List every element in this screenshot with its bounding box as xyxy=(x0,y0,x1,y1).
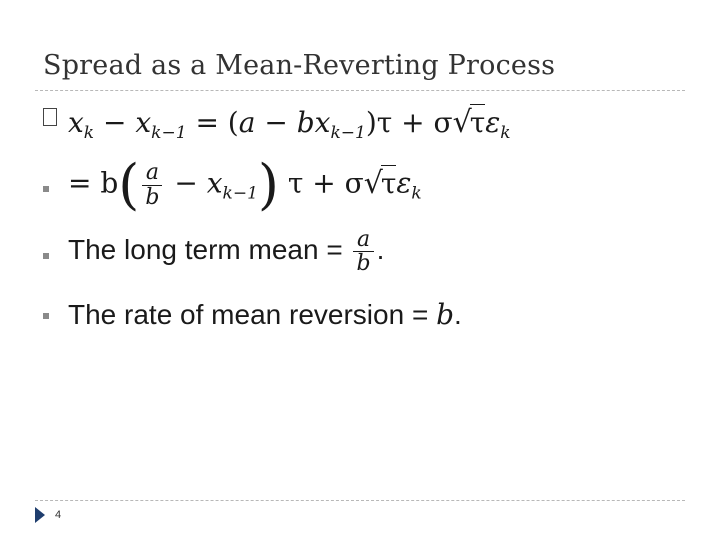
fraction: $\frac{a}{b}$ xyxy=(353,228,373,275)
text-line-mean-reversion: The rate of mean reversion = b. xyxy=(68,298,462,331)
sqrt-symbol: √τ xyxy=(363,165,397,201)
bullet-marker xyxy=(43,186,49,192)
sqrt-symbol: √τ xyxy=(452,105,486,140)
missing-glyph-icon xyxy=(43,108,57,126)
text-line-long-term-mean: The long term mean = $\frac{a}{b}$ . xyxy=(68,227,385,277)
equation-line-1: $x_k - x_{k-1} = (a - bx_{k-1})\tau + \sigma√\tau\varepsilon_k$ xyxy=(68,105,511,143)
right-paren: ) xyxy=(257,153,279,216)
page-number: 4 xyxy=(55,509,62,521)
footer-divider xyxy=(35,500,685,501)
triangle-arrow-icon xyxy=(35,507,45,523)
equation-line-2: = b( $\frac{a}{b}$ − $x_{k-1}$) $\tau + \sigma√\tau\varepsilon_k$ xyxy=(68,153,422,216)
slide-title: Spread as a Mean-Reverting Process xyxy=(43,50,556,81)
left-paren: ( xyxy=(118,153,140,216)
fraction: $\frac{a}{b}$ xyxy=(142,161,162,208)
title-divider xyxy=(35,90,685,91)
bullet-marker xyxy=(43,253,49,259)
bullet-marker xyxy=(43,313,49,319)
